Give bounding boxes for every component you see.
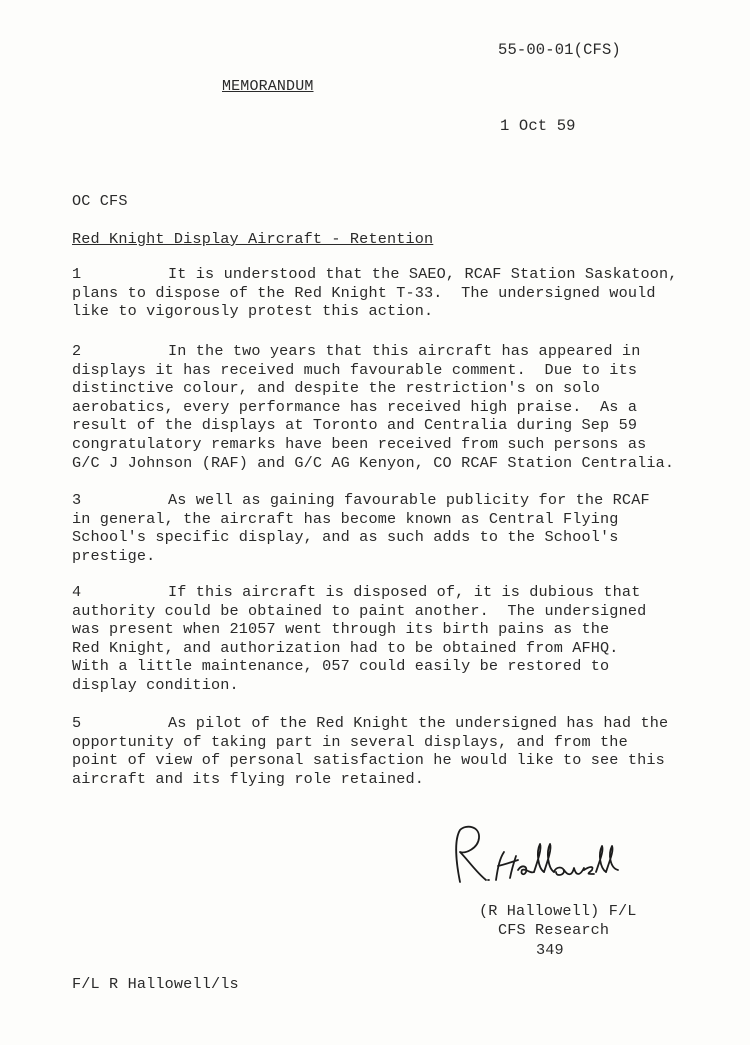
paragraph-line: was present when 21057 went through its birth pains as the bbox=[72, 620, 610, 639]
handwritten-signature bbox=[448, 822, 648, 892]
paragraph-line: As well as gaining favourable publicity for the RCAF bbox=[168, 491, 650, 509]
paragraph-line: distinctive colour, and despite the restriction's on solo bbox=[72, 379, 601, 398]
addressee: OC CFS bbox=[72, 192, 128, 210]
paragraph-line: in general, the aircraft has become known as Central Flying bbox=[72, 509, 619, 528]
signatory-name: (R Hallowell) F/L bbox=[479, 902, 637, 920]
paragraph-line: It is understood that the SAEO, RCAF Station Saskatoon, bbox=[168, 265, 678, 283]
paragraph-line: aerobatics, every performance has received high praise. As a bbox=[72, 397, 638, 416]
paragraph-line: congratulatory remarks have been received from such persons as bbox=[72, 434, 647, 453]
file-reference: 55-00-01(CFS) bbox=[498, 41, 621, 59]
paragraph-4 bbox=[72, 583, 692, 695]
subject-line: Red Knight Display Aircraft - Retention bbox=[72, 230, 434, 248]
page-number: 349 bbox=[536, 941, 564, 959]
paragraph-line: display condition. bbox=[72, 675, 239, 694]
paragraph-line: G/C J Johnson (RAF) and G/C AG Kenyon, CO RCAF Station Centralia. bbox=[72, 453, 675, 472]
memo-title: MEMORANDUM bbox=[222, 78, 314, 95]
paragraph-line: prestige. bbox=[72, 546, 156, 565]
paragraph-line: aircraft and its flying role retained. bbox=[72, 769, 425, 788]
paragraph-number: 2 bbox=[72, 342, 82, 360]
paragraph-line: If this aircraft is disposed of, it is dubious that bbox=[168, 583, 641, 601]
paragraph-number: 1 bbox=[72, 265, 82, 283]
paragraph-line: displays it has received much favourable comment. Due to its bbox=[72, 360, 638, 379]
paragraph-5 bbox=[72, 714, 692, 788]
signatory-unit: CFS Research bbox=[498, 921, 610, 939]
paragraph-line: As pilot of the Red Knight the undersigned has had the bbox=[168, 714, 669, 732]
paragraph-number: 5 bbox=[72, 714, 82, 732]
paragraph-2 bbox=[72, 342, 692, 472]
memo-date: 1 Oct 59 bbox=[500, 117, 576, 135]
paragraph-line: With a little maintenance, 057 could easily be restored to bbox=[72, 657, 610, 676]
paragraph-line: plans to dispose of the Red Knight T-33. The undersigned would bbox=[72, 283, 656, 302]
paragraph-line: Red Knight, and authorization had to be obtained from AFHQ. bbox=[72, 638, 619, 657]
paragraph-line: opportunity of taking part in several displays, and from the bbox=[72, 732, 628, 751]
paragraph-1 bbox=[72, 265, 692, 321]
paragraph-number: 4 bbox=[72, 583, 82, 601]
paragraph-line: School's specific display, and as such adds to the School's bbox=[72, 528, 619, 547]
paragraph-3 bbox=[72, 491, 692, 565]
paragraph-number: 3 bbox=[72, 491, 82, 509]
paragraph-line: In the two years that this aircraft has appeared in bbox=[168, 342, 641, 360]
paragraph-line: point of view of personal satisfaction he would like to see this bbox=[72, 751, 665, 770]
reference-initials: F/L R Hallowell/ls bbox=[72, 975, 239, 993]
paragraph-line: authority could be obtained to paint another. The undersigned bbox=[72, 601, 647, 620]
paragraph-line: like to vigorously protest this action. bbox=[72, 302, 434, 321]
paragraph-line: result of the displays at Toronto and Centralia during Sep 59 bbox=[72, 416, 638, 435]
